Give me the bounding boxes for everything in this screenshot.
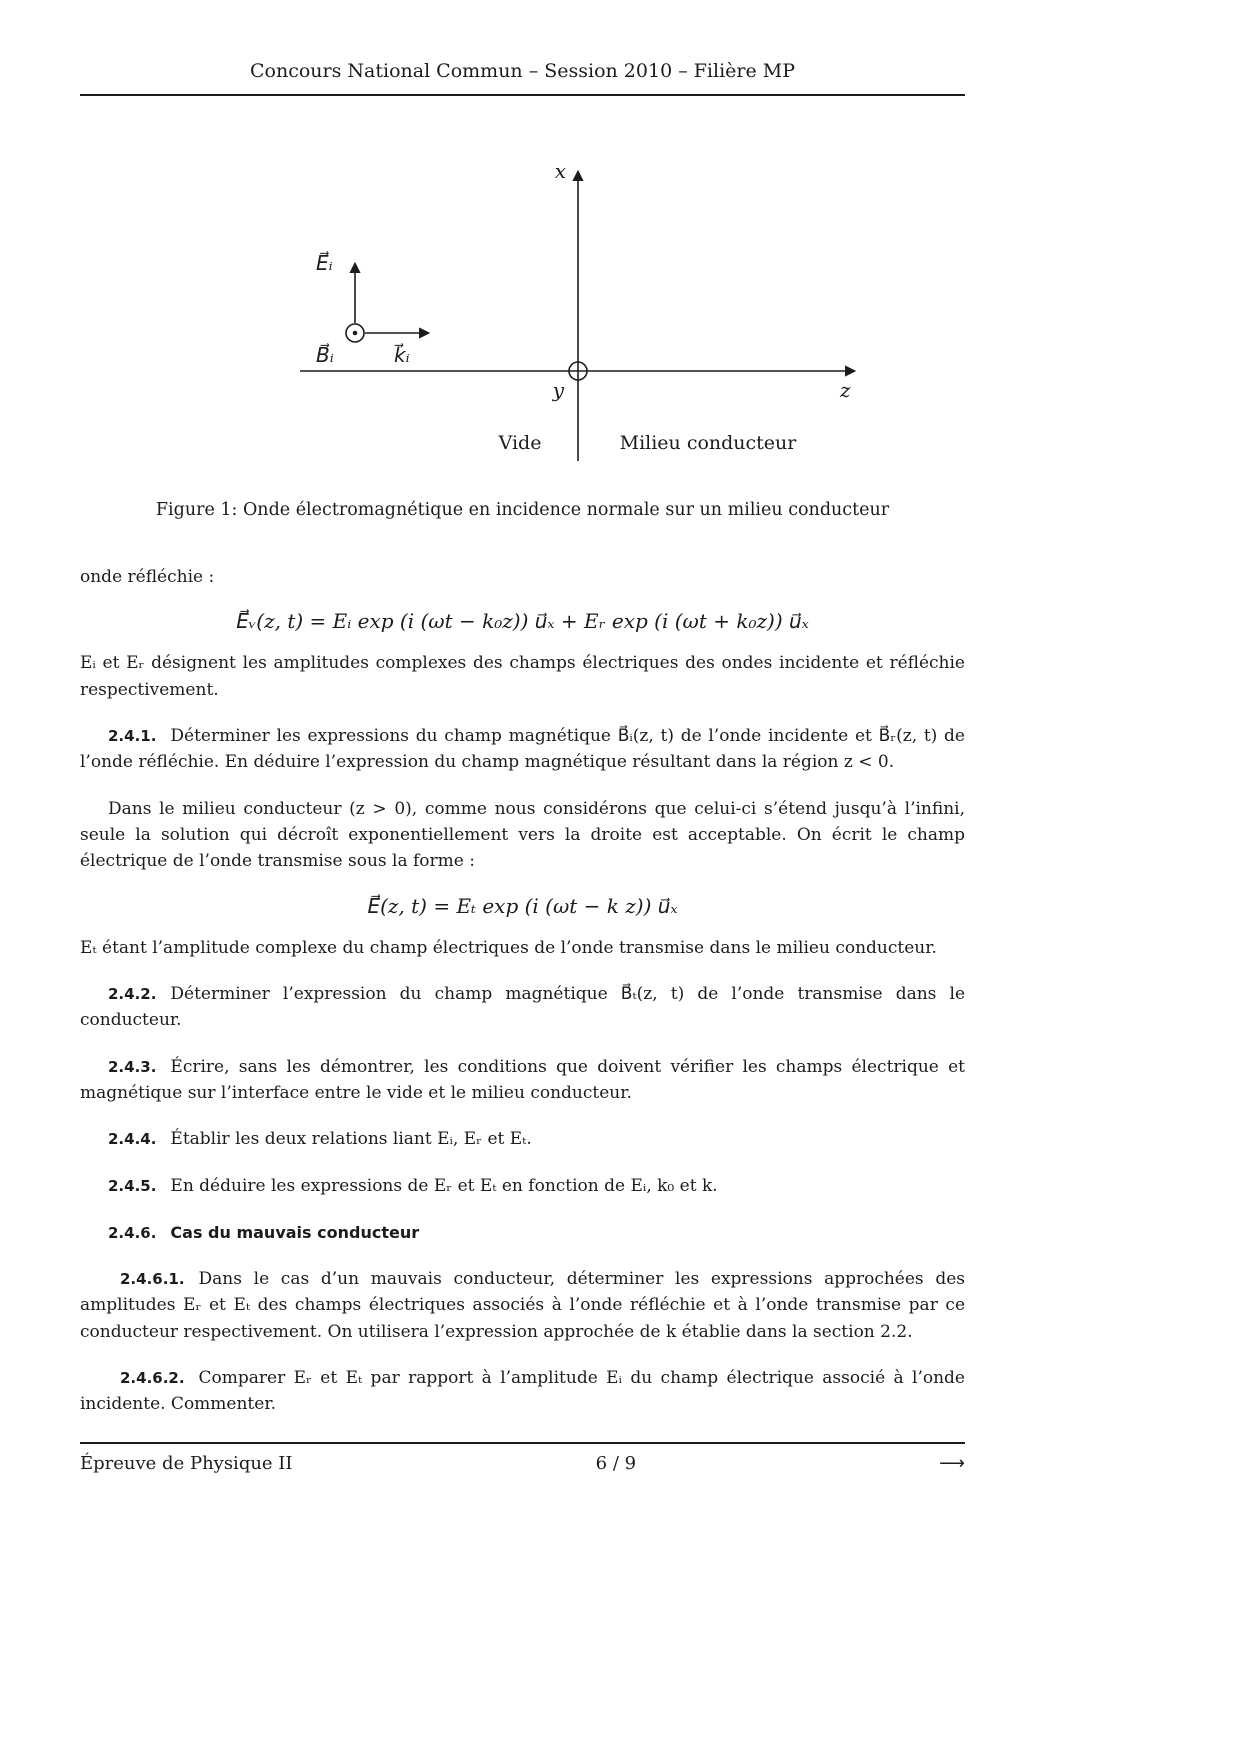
question-2-4-3 — [80, 1054, 965, 1107]
page-footer — [80, 1442, 965, 1474]
region-label-conductor: Milieu conducteur — [619, 432, 797, 454]
figure-caption: Figure 1: Onde électromagnétique en incidence normale sur un milieu conducteur — [155, 500, 890, 520]
question-2-4-5 — [80, 1173, 965, 1199]
question-number: 2.4.4. — [108, 1130, 157, 1149]
question-number: 2.4.1. — [108, 727, 157, 746]
page-header — [80, 60, 965, 96]
section-title: Cas du mauvais conducteur — [170, 1223, 420, 1243]
k-i-vector-label: k⃗ᵢ — [394, 343, 410, 367]
paragraph-Et: Eₜ étant l’amplitude complexe du champ électriques de l’onde transmise dans le milieu conducteur. — [80, 937, 937, 958]
question-text: Comparer Eᵣ et Eₜ par rapport à l’amplitude Eᵢ du champ électrique associé à l’onde incidente. Commenter. — [80, 1367, 965, 1415]
question-2-4-6-1 — [80, 1266, 965, 1345]
paragraph-amplitudes: Eᵢ et Eᵣ désignent les amplitudes complexes des champs électriques des ondes incidente et réfléchie respectivement. — [80, 653, 965, 700]
question-text: Écrire, sans les démontrer, les conditions que doivent vérifier les champs électrique et magnétique sur l’interface entre le vide et le milieu conducteur. — [80, 1056, 965, 1104]
question-text: Dans le cas d’un mauvais conducteur, déterminer les expressions approchées des amplitudes Eᵣ et Eₜ des champs électriques associés à l’onde réfléchie et à l’onde transmise par ce conducteur respectivement. On utilisera l’expression approchée de k établie dans la section 2.2. — [80, 1268, 965, 1342]
section-heading-2-4-6 — [80, 1221, 965, 1246]
B-i-vector-label: B⃗ᵢ — [316, 343, 334, 367]
question-text: Déterminer l’expression du champ magnétique B⃗ₜ(z, t) de l’onde transmise dans le conducteur. — [80, 984, 965, 1031]
B-field-dot — [353, 331, 358, 336]
question-number: 2.4.6.2. — [120, 1368, 185, 1387]
header-title: Concours National Commun – Session 2010 – Filière MP — [250, 60, 795, 82]
question-number: 2.4.5. — [108, 1176, 157, 1195]
question-text: En déduire les expressions de Eᵣ et Eₜ en fonction de Eᵢ, k₀ et k. — [170, 1175, 718, 1196]
question-number: 2.4.2. — [108, 985, 157, 1004]
equation-transmitted-wave: E⃗(z, t) = Eₜ exp (i (ωt − k z)) u⃗ₓ — [367, 893, 678, 918]
z-axis-label: z — [840, 378, 851, 402]
question-2-4-4 — [80, 1126, 965, 1152]
section-number: 2.4.6. — [108, 1224, 157, 1243]
footer-exam-title: Épreuve de Physique II — [80, 1453, 293, 1474]
E-i-vector-label: E⃗ᵢ — [316, 251, 333, 275]
question-2-4-6-2 — [80, 1365, 965, 1418]
question-number: 2.4.6.1. — [120, 1269, 185, 1288]
question-text: Déterminer les expressions du champ magnétique B⃗ᵢ(z, t) de l’onde incidente et B⃗ᵣ(z, t) de l’onde réfléchie. En déduire l’expression du champ magnétique résultant dans la région z < 0. — [80, 726, 965, 773]
paragraph-intro: onde réfléchie : — [80, 567, 215, 587]
question-number: 2.4.3. — [108, 1057, 157, 1076]
figure-diagram — [0, 146, 1240, 476]
question-text: Établir les deux relations liant Eᵢ, Eᵣ et Eₜ. — [170, 1129, 532, 1150]
x-axis-label: x — [554, 159, 566, 183]
question-2-4-2 — [80, 981, 965, 1034]
document-body — [80, 564, 965, 1418]
equation-reflected-wave: E⃗ᵥ(z, t) = Eᵢ exp (i (ωt − k₀z)) u⃗ₓ + Eᵣ exp (i (ωt + k₀z)) u⃗ₓ — [236, 609, 809, 634]
region-label-vacuum: Vide — [498, 432, 542, 454]
footer-page-number: 6 / 9 — [595, 1453, 637, 1474]
paragraph-conductor: Dans le milieu conducteur (z > 0), comme nous considérons que celui-ci s’étend jusqu’à l’infini, seule la solution qui décroît exponentiellement vers la droite est acceptable. On écrit le champ électrique de l’onde transmise sous la forme : — [80, 798, 965, 872]
y-axis-label: y — [552, 378, 564, 402]
question-2-4-1 — [80, 723, 965, 776]
footer-continuation-arrow: ⟶ — [939, 1453, 965, 1474]
